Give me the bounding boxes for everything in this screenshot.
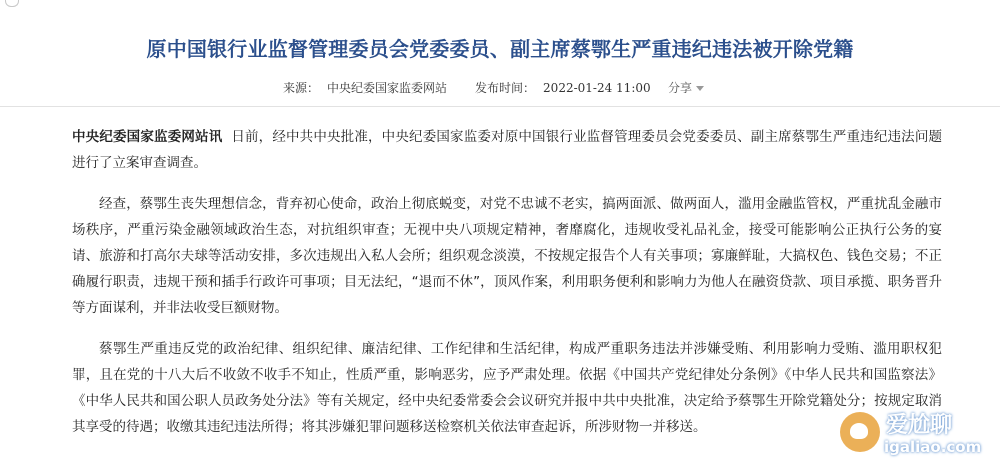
time-label: 发布时间： — [475, 81, 536, 95]
article-title: 原中国银行业监督管理委员会党委委员、副主席蔡鄂生严重违纪违法被开除党籍 — [146, 37, 854, 61]
share-label: 分享 — [668, 81, 693, 95]
time-value: 2022-01-24 11:00 — [543, 81, 651, 95]
header-divider — [0, 106, 1000, 107]
paragraph-3: 蔡鄂生严重违反党的政治纪律、组织纪律、廉洁纪律、工作纪律和生活纪律，构成严重职务违法并涉嫌受贿、利用影响力受贿、滥用职权犯罪，且在党的十八大后不收敛不收手不知止，性质严重，影响恶劣，应予严肃处理。依据《中国共产党纪律处分条例》《中华人民共和国监察法》《中华人民共和国公职人员政务处分法》等有关规定，经中央纪委常委会会议研究并报中共中央批准，决定给予蔡鄂生开除党籍处分；按规定取消其享受的待遇；收缴其违纪违法所得；将其涉嫌犯罪问题移送检察机关依法审查起诉，所涉财物一并移送。 — [72, 341, 942, 435]
lead-source: 中央纪委国家监委网站讯 — [72, 129, 223, 145]
paragraph-1 — [72, 124, 942, 176]
article-body — [72, 124, 942, 455]
paragraph-1-text: 日前，经中共中央批准，中央纪委国家监委对原中国银行业监督管理委员会党委委员、副主席蔡鄂生严重违纪违法问题进行了立案审查调查。 — [72, 129, 943, 171]
article-meta — [283, 79, 651, 96]
watermark-domain: igaliao.com — [884, 438, 982, 456]
watermark — [840, 406, 988, 462]
source-value: 中央纪委国家监委网站 — [327, 81, 448, 95]
chevron-down-icon — [696, 86, 704, 91]
watermark-logo-icon — [840, 412, 880, 452]
paragraph-2: 经查，蔡鄂生丧失理想信念，背弃初心使命，政治上彻底蜕变，对党不忠诚不老实，搞两面派、做两面人，滥用金融监管权，严重扰乱金融市场秩序，严重污染金融领域政治生态，对抗组织审查；无视中央八项规定精神，奢靡腐化，违规收受礼品礼金，接受可能影响公正执行公务的宴请、旅游和打高尔夫球等活动安排，多次违规出入私人会所；组织观念淡漠，不按规定报告个人有关事项；寡廉鲜耻，大搞权色、钱色交易；不正确履行职责，违规干预和插手行政许可事项；目无法纪，“退而不休”，顶风作案，利用职务便利和影响力为他人在融资贷款、项目承揽、职务晋升等方面谋利，并非法收受巨额财物。 — [72, 196, 942, 316]
share-button[interactable] — [668, 79, 704, 96]
watermark-brand: 爱尬聊 — [886, 413, 953, 438]
source-label: 来源： — [283, 81, 320, 95]
corner-icon — [5, 0, 19, 7]
